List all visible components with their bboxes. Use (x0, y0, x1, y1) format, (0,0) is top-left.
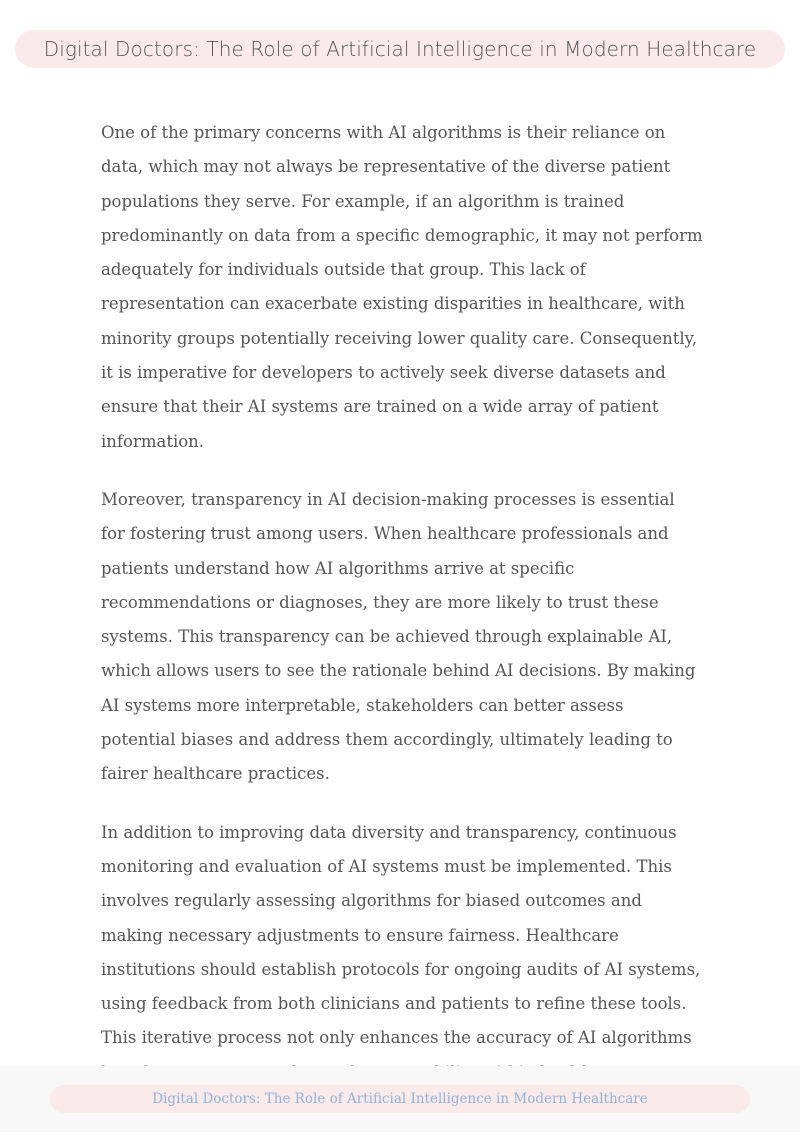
page-header (15, 30, 785, 68)
footer-bar (50, 1085, 750, 1113)
page-title: Digital Doctors: The Role of Artificial Intelligence in Modern Healthcare (43, 37, 757, 61)
body-paragraph-1: One of the primary concerns with AI algorithms is their reliance on data, which may not always be representative of the diverse patient populations they serve. For example, if an algorithm is trained predominantly on data from a specific demographic, it may not perform adequately for individuals outside that group. This lack of representation can exacerbate existing disparities in healthcare, with minority groups potentially receiving lower quality care. Consequently, it is imperative for developers to actively seek diverse datasets and ensure that their AI systems are trained on a wide array of patient information. (101, 123, 703, 451)
footer-title: Digital Doctors: The Role of Artificial Intelligence in Modern Healthcare (152, 1091, 648, 1107)
body-paragraph-2: Moreover, transparency in AI decision-making processes is essential for fostering trust among users. When healthcare professionals and patients understand how AI algorithms arrive at specific recommendations or diagnoses, they are more likely to trust these systems. This transparency can be achieved through explainable AI, which allows users to see the rationale behind AI decisions. By making AI systems more interpretable, stakeholders can better assess potential biases and address them accordingly, ultimately leading to fairer healthcare practices. (101, 489, 696, 784)
body-paragraph-3: In addition to improving data diversity and transparency, continuous monitoring and evaluation of AI systems must be implemented. This involves regularly assessing algorithms for biased outcomes and making necessary adjustments to ensure fairness. Healthcare institutions should establish protocols for ongoing audits of AI systems, using feedback from both clinicians and patients to refine these tools. This iterative process not only enhances the accuracy of AI algorithms (101, 822, 701, 1048)
document-body (101, 116, 703, 1148)
